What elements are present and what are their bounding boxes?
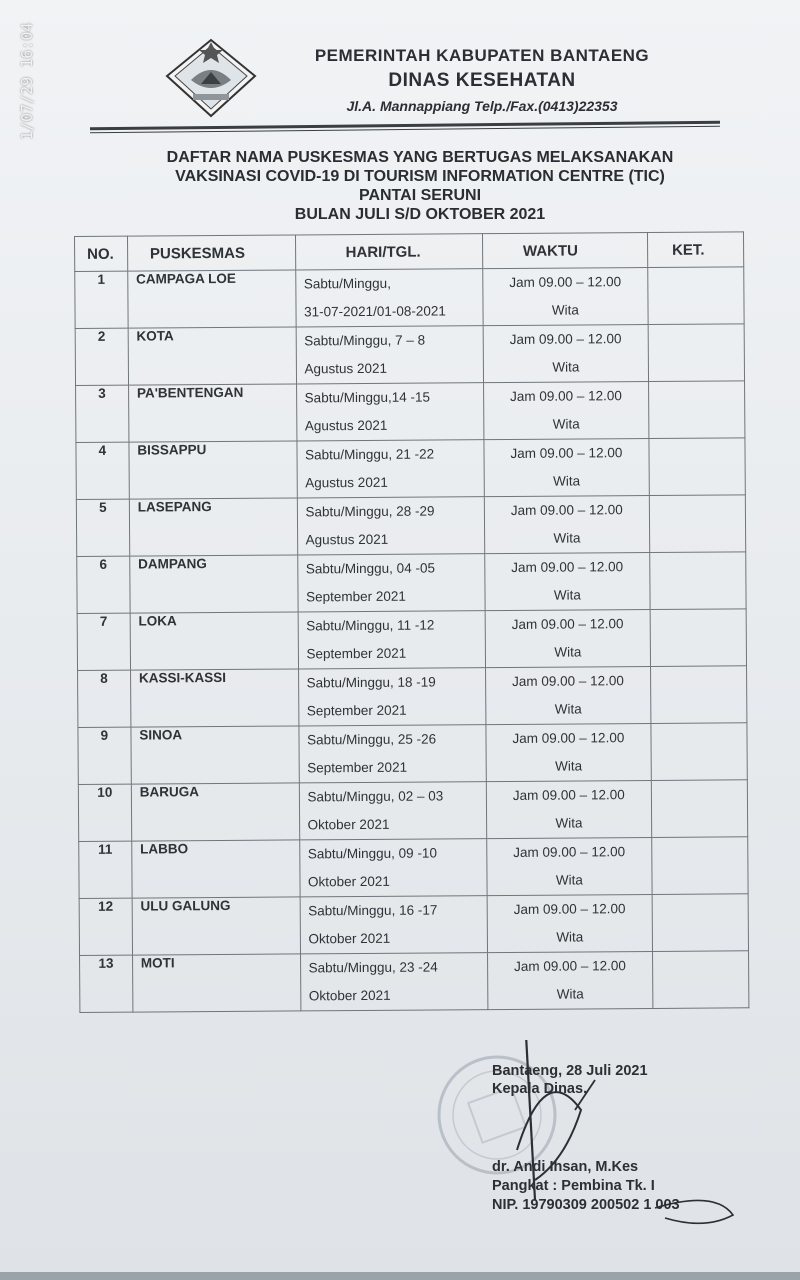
row-waktu (487, 951, 652, 1009)
row-puskesmas (131, 783, 299, 841)
row-hari-tgl-text: September 2021 (306, 702, 407, 719)
photo-timestamp: 1/07/29 16:04 (18, 22, 36, 140)
row-ket (651, 723, 747, 781)
row-no-text: 10 (97, 784, 113, 800)
row-puskesmas-text: LOKA (138, 613, 177, 629)
row-waktu-text: Wita (555, 758, 583, 774)
row-ket-text (661, 951, 740, 952)
row-puskesmas (131, 726, 299, 784)
government-name: PEMERINTAH KABUPATEN BANTAENG (314, 46, 650, 65)
row-puskesmas-text: BARUGA (139, 784, 200, 800)
row-waktu-text: Jam 09.00 – 12.00 (510, 445, 623, 461)
row-hari-tgl-text: Sabtu/Minggu, 25 -26 (306, 731, 437, 748)
header-puskesmas: PUSKESMAS (127, 235, 295, 271)
row-no (79, 841, 132, 898)
row-no (78, 727, 131, 784)
signatory-rank: Pangkat : Pembina Tk. I (492, 1178, 655, 1194)
row-no-text: 8 (100, 670, 108, 686)
row-waktu (486, 723, 651, 781)
row-ket-text (660, 837, 739, 838)
row-no-text: 11 (97, 841, 113, 857)
row-hari-tgl-text: Oktober 2021 (307, 816, 390, 833)
row-hari-tgl-text: Sabtu/Minggu,14 -15 (304, 389, 431, 406)
row-hari-tgl (298, 668, 486, 726)
row-no (77, 556, 130, 613)
row-waktu (484, 438, 649, 496)
row-hari-tgl (299, 839, 487, 897)
row-hari-tgl-text: 31-07-2021/01-08-2021 (303, 303, 446, 320)
row-waktu (487, 837, 652, 895)
row-no (76, 442, 129, 499)
row-waktu-text: Jam 09.00 – 12.00 (511, 559, 624, 575)
row-ket (648, 381, 744, 439)
row-no-text: 7 (99, 613, 108, 629)
row-waktu (487, 894, 652, 952)
table-row (76, 381, 745, 443)
row-waktu-text: Jam 09.00 – 12.00 (514, 958, 626, 974)
row-hari-tgl-text: September 2021 (305, 588, 406, 605)
table-row (78, 780, 747, 842)
row-hari-tgl-text: Agustus 2021 (305, 474, 388, 491)
row-no-text: 6 (99, 556, 108, 572)
row-ket-text (657, 381, 736, 382)
row-puskesmas (128, 327, 296, 385)
table-row (75, 324, 744, 386)
row-no-text: 12 (98, 898, 114, 914)
row-ket-text (659, 723, 738, 724)
row-hari-tgl-text: Sabtu/Minggu, 7 – 8 (304, 332, 426, 349)
row-ket (648, 324, 744, 382)
row-hari-tgl-text: Agustus 2021 (304, 417, 388, 434)
row-ket (652, 837, 748, 895)
header-waktu: WAKTU (482, 232, 647, 268)
row-puskesmas-text: CAMPAGA LOE (136, 270, 236, 287)
row-puskesmas-text: SINOA (139, 727, 183, 743)
row-no (78, 784, 131, 841)
table-row (78, 666, 747, 728)
row-waktu (485, 666, 650, 724)
row-puskesmas-text: BISSAPPU (137, 442, 207, 458)
title-line-2: VAKSINASI COVID-19 DI TOURISM INFORMATION CENTRE (TIC) (175, 168, 665, 185)
row-no-text: 9 (100, 727, 109, 743)
row-waktu-text: Jam 09.00 – 12.00 (513, 901, 626, 917)
row-hari-tgl (297, 554, 485, 612)
row-ket-text (658, 552, 737, 553)
row-hari-tgl-text: Oktober 2021 (307, 873, 390, 890)
row-ket (649, 495, 745, 553)
handwritten-signature-icon (505, 1040, 745, 1240)
row-puskesmas-text: LASEPANG (137, 499, 212, 515)
row-puskesmas (130, 612, 298, 670)
row-ket-text (657, 438, 736, 439)
table-row (75, 267, 744, 329)
row-ket (651, 780, 747, 838)
table-header-row (75, 232, 744, 272)
row-waktu-text: Jam 09.00 – 12.00 (513, 844, 626, 860)
row-hari-tgl-text: Agustus 2021 (305, 531, 389, 548)
row-puskesmas (129, 441, 297, 499)
document-title (90, 148, 750, 224)
row-no (75, 271, 128, 328)
row-waktu-text: Wita (554, 644, 582, 660)
row-hari-tgl-text: Sabtu/Minggu, 23 -24 (308, 959, 438, 976)
row-hari-tgl-text: Sabtu/Minggu, 21 -22 (304, 446, 435, 463)
row-puskesmas (132, 840, 300, 898)
row-waktu-text: Wita (556, 929, 584, 945)
row-no-text: 1 (97, 271, 106, 287)
row-waktu-text: Jam 09.00 – 12.00 (509, 331, 622, 347)
row-hari-tgl (295, 269, 483, 327)
row-puskesmas-text: PA'BENTENGAN (136, 384, 244, 401)
row-waktu (486, 780, 651, 838)
row-hari-tgl-text: Sabtu/Minggu, 28 -29 (305, 503, 435, 520)
row-puskesmas-text: KOTA (136, 328, 174, 344)
row-puskesmas (130, 669, 298, 727)
letterhead (272, 46, 692, 114)
department-address: Jl.A. Mannappiang Telp./Fax.(0413)22353 (346, 98, 618, 114)
row-no (80, 955, 133, 1012)
row-hari-tgl-text: Sabtu/Minggu, (303, 275, 391, 292)
row-puskesmas (132, 954, 300, 1012)
header-ket: KET. (647, 232, 743, 268)
row-waktu (483, 381, 648, 439)
table-row (77, 552, 746, 614)
row-ket (652, 894, 748, 952)
row-waktu-text: Jam 09.00 – 12.00 (512, 787, 625, 803)
row-waktu-text: Jam 09.00 – 12.00 (509, 274, 622, 290)
table-row (80, 951, 749, 1013)
header-hari: HARI/TGL. (295, 234, 483, 270)
table-row (76, 495, 745, 557)
row-no-text: 3 (98, 385, 106, 401)
row-hari-tgl (296, 326, 484, 384)
row-waktu (483, 267, 648, 325)
row-puskesmas (128, 384, 296, 442)
row-waktu-text: Wita (551, 302, 579, 318)
row-waktu-text: Wita (553, 587, 581, 603)
row-hari-tgl (300, 953, 488, 1011)
row-puskesmas-text: DAMPANG (138, 556, 207, 572)
schedule-table-body (75, 267, 749, 1013)
row-puskesmas-text: ULU GALUNG (140, 897, 231, 914)
row-hari-tgl (296, 383, 484, 441)
row-waktu-text: Jam 09.00 – 12.00 (510, 502, 623, 518)
row-waktu-text: Wita (555, 872, 583, 888)
row-ket-text (660, 780, 739, 781)
row-ket (650, 609, 746, 667)
row-ket (650, 552, 746, 610)
row-no-text: 5 (98, 499, 107, 515)
row-hari-tgl-text: Sabtu/Minggu, 04 -05 (305, 560, 435, 577)
row-no-text: 13 (98, 955, 114, 971)
row-waktu-text: Wita (552, 359, 580, 375)
row-hari-tgl (298, 725, 486, 783)
signatory-nip: NIP. 19790309 200502 1 003 (492, 1197, 680, 1213)
row-hari-tgl-text: September 2021 (307, 759, 408, 776)
row-ket-text (658, 495, 737, 496)
table-row (79, 894, 748, 956)
table-row (76, 438, 745, 500)
row-ket (648, 267, 744, 325)
row-no (79, 898, 132, 955)
row-hari-tgl (296, 440, 484, 498)
row-waktu-text: Wita (556, 986, 584, 1002)
row-hari-tgl-text: Sabtu/Minggu, 09 -10 (307, 845, 437, 862)
row-waktu-text: Jam 09.00 – 12.00 (512, 730, 625, 746)
row-no (76, 385, 129, 442)
row-hari-tgl-text: Sabtu/Minggu, 16 -17 (308, 902, 438, 919)
row-puskesmas-text: LABBO (140, 841, 189, 857)
row-ket-text (661, 894, 740, 895)
row-no (75, 328, 128, 385)
row-puskesmas (132, 897, 300, 955)
row-waktu (485, 609, 650, 667)
header-no: NO. (75, 236, 128, 271)
signature-role: Kepala Dinas, (492, 1081, 588, 1097)
row-hari-tgl-text: Sabtu/Minggu, 18 -19 (306, 674, 436, 691)
row-hari-tgl (298, 611, 486, 669)
row-no (76, 499, 129, 556)
row-puskesmas-text: KASSI-KASSI (138, 669, 226, 686)
title-line-4: BULAN JULI S/D OKTOBER 2021 (294, 206, 546, 223)
row-ket-text (656, 267, 735, 268)
row-ket-text (657, 324, 736, 325)
row-hari-tgl-text: September 2021 (306, 645, 407, 662)
row-waktu-text: Jam 09.00 – 12.00 (511, 616, 624, 632)
row-hari-tgl-text: Oktober 2021 (308, 930, 391, 947)
row-waktu-text: Jam 09.00 – 12.00 (512, 673, 624, 689)
row-puskesmas (129, 498, 297, 556)
bantaeng-regency-emblem-icon (163, 36, 259, 120)
row-waktu (483, 324, 648, 382)
row-hari-tgl (299, 782, 487, 840)
row-waktu-text: Wita (554, 701, 582, 717)
row-hari-tgl-text: Oktober 2021 (308, 987, 391, 1004)
row-waktu-text: Wita (555, 815, 583, 831)
row-waktu (484, 495, 649, 553)
row-ket (649, 438, 745, 496)
row-hari-tgl-text: Sabtu/Minggu, 11 -12 (306, 617, 435, 634)
row-ket-text (659, 666, 738, 667)
row-ket (650, 666, 746, 724)
row-waktu-text: Jam 09.00 – 12.00 (510, 388, 622, 404)
row-waktu (485, 552, 650, 610)
row-hari-tgl (300, 896, 488, 954)
title-line-3: PANTAI SERUNI (358, 187, 482, 204)
row-hari-tgl-text: Sabtu/Minggu, 02 – 03 (307, 788, 444, 805)
table-row (77, 609, 746, 671)
row-hari-tgl-text: Agustus 2021 (304, 360, 388, 377)
row-waktu-text: Wita (553, 530, 581, 546)
department-name: DINAS KESEHATAN (388, 70, 576, 91)
title-line-1: DAFTAR NAMA PUSKESMAS YANG BERTUGAS MELAKSANAKAN (166, 149, 674, 166)
row-no-text: 4 (98, 442, 107, 458)
signature-place-date: Bantaeng, 28 Juli 2021 (492, 1063, 648, 1079)
row-waktu-text: Wita (552, 416, 580, 432)
row-puskesmas-text: MOTI (140, 955, 175, 971)
table-row (78, 723, 747, 785)
row-no (77, 613, 130, 670)
table-row (79, 837, 748, 899)
signatory-name: dr. Andi Ihsan, M.Kes (492, 1159, 639, 1175)
row-ket-text (659, 609, 738, 610)
row-puskesmas (130, 555, 298, 613)
row-no (78, 670, 131, 727)
row-ket (652, 951, 748, 1009)
schedule-table (74, 231, 749, 1013)
row-hari-tgl (297, 497, 485, 555)
row-puskesmas (128, 270, 296, 328)
row-waktu-text: Wita (553, 473, 581, 489)
row-no-text: 2 (97, 328, 106, 344)
